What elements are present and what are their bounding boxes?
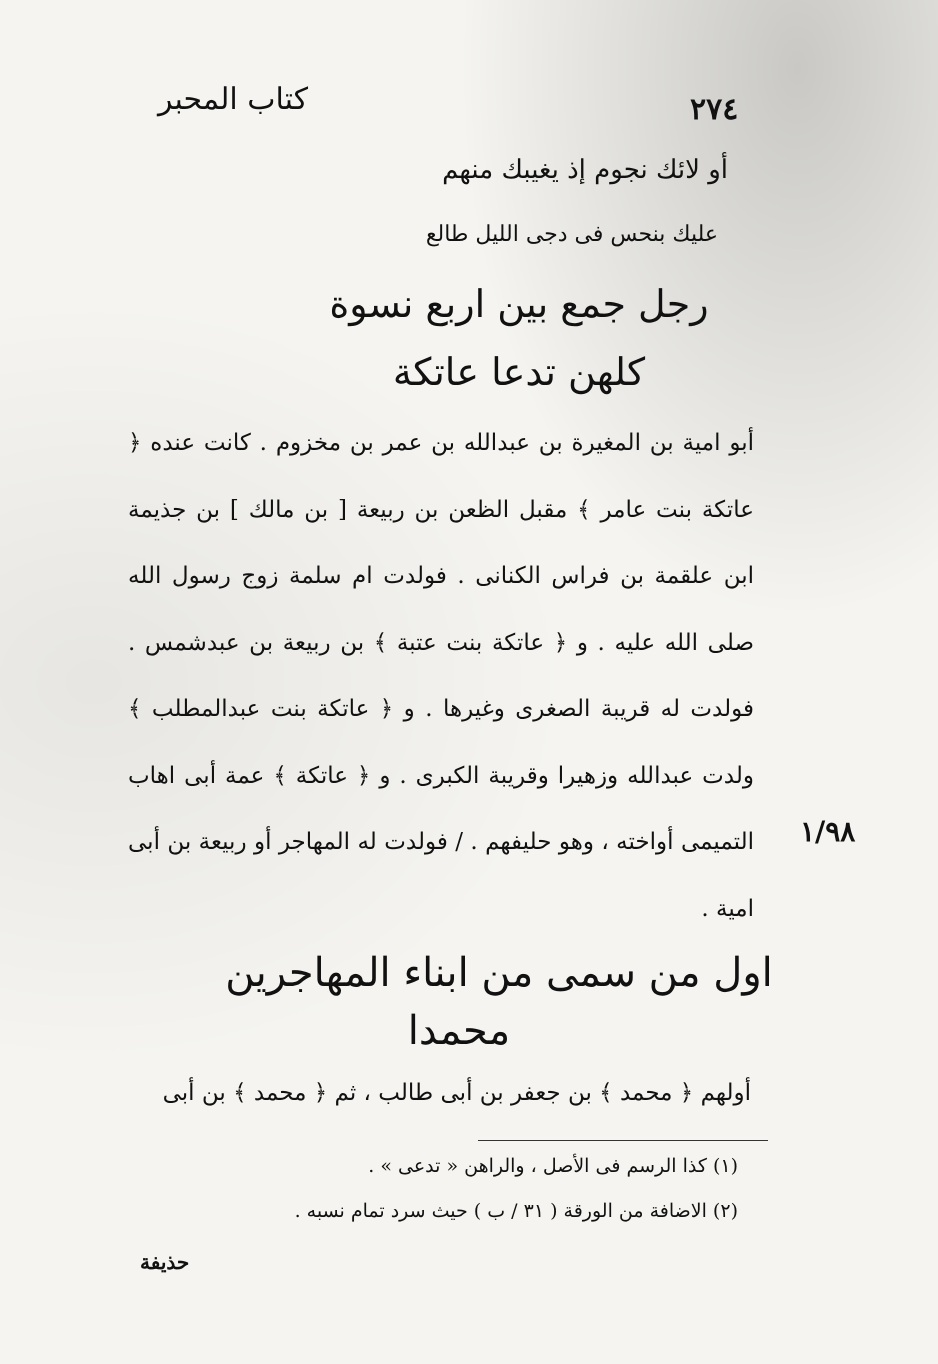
running-title: كتاب المحبر: [157, 82, 308, 117]
footnote-2: (٢) الاضافة من الورقة ( ٣١ / ب ) حيث سرد تمام نسبه .: [294, 1200, 738, 1222]
page-number: ٢٧٤: [690, 92, 739, 127]
section-heading-2a: اول من سمى من ابناء المهاجرين: [225, 950, 773, 996]
footnote-divider: [478, 1140, 768, 1141]
footnote-1: (١) كذا الرسم فى الأصل ، والراهن « تدعى » .: [368, 1155, 738, 1177]
section-2-paragraph: أولهم ﴿ محمد ﴾ بن جعفر بن أبى طالب ، ثم ﴿ محمد ﴾ بن أبى: [162, 1080, 751, 1106]
verse-line-2: عليك بنحس فى دجى الليل طالع: [425, 222, 718, 247]
section-heading-2b: محمدا: [407, 1008, 511, 1054]
section-1-paragraph: [128, 410, 754, 942]
folio-margin-note: ١/٩٨: [800, 815, 856, 848]
paragraph-text: أبو امية بن المغيرة بن عبدالله بن عمر بن مخزوم . كانت عنده ﴿ عاتكة بنت عامر ﴾ مقبل الظعن بن ربيعة [ بن مالك ] بن جذيمة ابن علقمة بن فراس الكنانى . فولدت ام سلمة زوج رسول الله صلى الله عليه . و ﴿ عاتكة بنت عتبة ﴾ بن ربيعة بن عبدشمس . فولدت له قريبة الصغرى وغيرها . و ﴿ عاتكة بنت عبدالمطلب ﴾ ولدت عبدالله وزهيرا وقريبة الكبرى . و ﴿ عاتكة ﴾ عمة أبى اهاب التميمى أواخته ، وهو حليفهم . / فولدت له المهاجر أو ربيعة بن أبى امية .: [128, 430, 754, 922]
section-heading-1b: كلهن تدعا عاتكة: [392, 350, 646, 394]
section-heading-1a: رجل جمع بين اربع نسوة: [329, 282, 709, 326]
catchword: حذيفة: [140, 1250, 190, 1274]
verse-line-1: أو لائك نجوم إذ يغيبك منهم: [442, 155, 728, 185]
